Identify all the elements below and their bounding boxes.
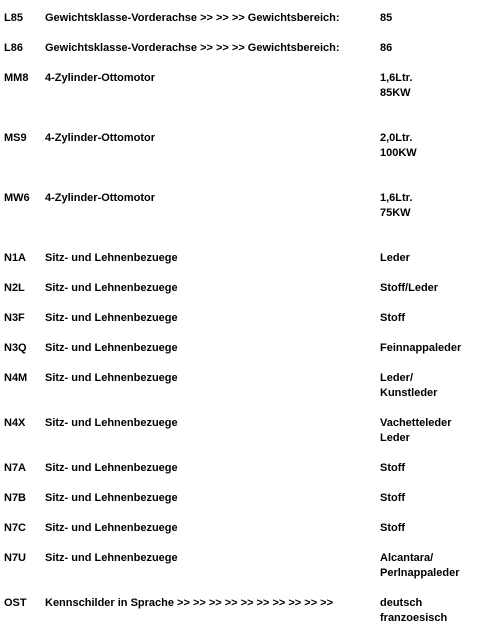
option-value xyxy=(380,11,392,26)
option-value-line: Stoff xyxy=(380,462,406,474)
option-value xyxy=(380,131,417,161)
option-code: OST xyxy=(4,597,27,609)
option-value-line: 75KW xyxy=(380,207,411,219)
option-description: Sitz- und Lehnenbezuege xyxy=(45,282,178,294)
option-value xyxy=(380,251,410,266)
option-description: Sitz- und Lehnenbezuege xyxy=(45,372,178,384)
option-value-line: Perlnappaleder xyxy=(380,567,460,579)
option-value-line: 86 xyxy=(380,42,393,54)
option-description: Sitz- und Lehnenbezuege xyxy=(45,492,178,504)
option-value xyxy=(380,71,412,101)
option-value xyxy=(380,596,447,626)
option-description: 4-Zylinder-Ottomotor xyxy=(45,72,155,84)
option-value-line: Feinnappaleder xyxy=(380,342,462,354)
option-description: Kennschilder in Sprache >> >> >> >> >> >> >> >> >> >> xyxy=(45,597,334,609)
option-value xyxy=(380,371,437,401)
option-code: N1A xyxy=(4,252,27,264)
option-code: L86 xyxy=(4,42,23,54)
option-value-line: Leder xyxy=(380,432,410,444)
option-value xyxy=(380,491,405,506)
option-description: Sitz- und Lehnenbezuege xyxy=(45,462,178,474)
option-description: Sitz- und Lehnenbezuege xyxy=(45,522,178,534)
option-code: N3Q xyxy=(4,342,27,354)
option-code: N3F xyxy=(4,312,25,324)
option-code: N7C xyxy=(4,522,27,534)
option-value xyxy=(380,191,412,221)
option-description: Gewichtsklasse-Vorderachse >> >> >> Gewichtsbereich: xyxy=(45,12,340,24)
option-value xyxy=(380,41,392,56)
option-code: MW6 xyxy=(4,192,30,204)
option-value xyxy=(380,461,405,476)
option-value-line: 85 xyxy=(380,12,393,24)
option-code: N7B xyxy=(4,492,27,504)
option-value xyxy=(380,416,452,446)
option-code: N7U xyxy=(4,552,27,564)
option-description: 4-Zylinder-Ottomotor xyxy=(45,132,155,144)
table-row xyxy=(0,131,479,171)
option-code: N7A xyxy=(4,462,27,474)
option-code: N2L xyxy=(4,282,25,294)
table-row xyxy=(0,551,479,591)
option-value xyxy=(380,341,461,356)
option-description: Sitz- und Lehnenbezuege xyxy=(45,252,178,264)
option-value-line: deutsch xyxy=(380,597,423,609)
option-description: Sitz- und Lehnenbezuege xyxy=(45,342,178,354)
option-value-line: Alcantara/ xyxy=(380,552,434,564)
table-row xyxy=(0,191,479,231)
option-value xyxy=(380,551,459,581)
option-code: N4M xyxy=(4,372,28,384)
option-value-line: 2,0Ltr. xyxy=(380,132,413,144)
option-value-line: 1,6Ltr. xyxy=(380,192,413,204)
option-value-line: Stoff/Leder xyxy=(380,282,439,294)
table-row xyxy=(0,371,479,411)
option-value-line: 1,6Ltr. xyxy=(380,72,413,84)
option-value-line: franzoesisch xyxy=(380,612,448,624)
option-description: Sitz- und Lehnenbezuege xyxy=(45,312,178,324)
option-description: Gewichtsklasse-Vorderachse >> >> >> Gewichtsbereich: xyxy=(45,42,340,54)
option-value xyxy=(380,311,405,326)
option-description: 4-Zylinder-Ottomotor xyxy=(45,192,155,204)
option-value-line: Leder/ xyxy=(380,372,414,384)
option-value-line: Stoff xyxy=(380,312,406,324)
table-row xyxy=(0,71,479,111)
option-value-line: Vachetteleder xyxy=(380,417,452,429)
option-code: L85 xyxy=(4,12,23,24)
table-row xyxy=(0,416,479,456)
option-value-line: Kunstleder xyxy=(380,387,438,399)
option-value xyxy=(380,281,438,296)
option-value xyxy=(380,521,405,536)
option-value-line: 100KW xyxy=(380,147,417,159)
option-description: Sitz- und Lehnenbezuege xyxy=(45,552,178,564)
option-description: Sitz- und Lehnenbezuege xyxy=(45,417,178,429)
option-value-line: Leder xyxy=(380,252,410,264)
option-value-line: 85KW xyxy=(380,87,411,99)
option-code: N4X xyxy=(4,417,26,429)
option-code: MM8 xyxy=(4,72,29,84)
option-value-line: Stoff xyxy=(380,492,406,504)
option-value-line: Stoff xyxy=(380,522,406,534)
table-row xyxy=(0,596,479,636)
option-code: MS9 xyxy=(4,132,27,144)
